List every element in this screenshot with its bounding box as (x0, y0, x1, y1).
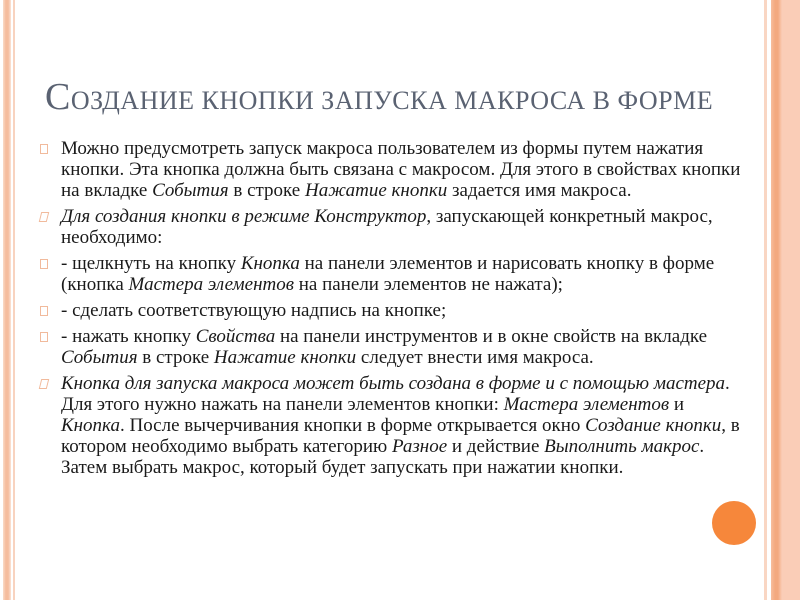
bullet-item (40, 300, 746, 321)
bullet-text: Кнопка для запуска макроса может быть создана в форме и с помощью мастера. Для этого нужно нажать на панели элементов кнопки: Мастера элементов и Кнопка. После вычерчивания кнопки в форме открывается окно Создание кнопки, в котором необходимо выбрать категорию Разное и действие Выполнить макрос. Затем выбрать макрос, который будет запускать при нажатии кнопки. (61, 373, 740, 478)
right-edge-thin-line (764, 0, 767, 600)
bullet-text: - нажать кнопку Свойства на панели инструментов и в окне свойств на вкладке События в строке Нажатие кнопки следует внести имя макроса. (61, 326, 708, 368)
accent-circle-shape (712, 501, 756, 545)
left-edge-stripe (3, 0, 11, 600)
bullet-square-icon (39, 212, 49, 222)
bullet-item (40, 326, 746, 368)
bullet-item (40, 253, 746, 295)
bullet-text: Можно предусмотреть запуск макроса пользователем из формы путем нажатия кнопки. Эта кнопка должна быть связана с макросом. Для этого в свойствах кнопки на вкладке События в строке Нажатие кнопки задается имя макроса. (61, 138, 741, 201)
left-edge-thin-line (13, 0, 15, 600)
bullet-square-icon (40, 306, 48, 316)
bullet-text: - щелкнуть на кнопку Кнопка на панели элементов и нарисовать кнопку в форме (кнопка Мастера элементов на панели элементов не нажата); (61, 253, 715, 295)
bullet-square-icon (40, 332, 48, 342)
bullet-square-icon (39, 379, 49, 389)
bullet-square-icon (40, 144, 48, 154)
bullet-list (40, 138, 746, 483)
slide-title: СОЗДАНИЕ КНОПКИ ЗАПУСКА МАКРОСА В ФОРМЕ (45, 76, 714, 118)
right-edge-stripe (771, 0, 800, 600)
bullet-text: - сделать соответствующую надпись на кнопке; (61, 300, 447, 321)
bullet-square-icon (40, 259, 48, 269)
bullet-item (40, 206, 746, 248)
bullet-item (40, 373, 746, 478)
bullet-item (40, 138, 746, 201)
bullet-text: Для создания кнопки в режиме Конструктор, запускающей конкретный макрос, необходимо: (61, 206, 713, 248)
